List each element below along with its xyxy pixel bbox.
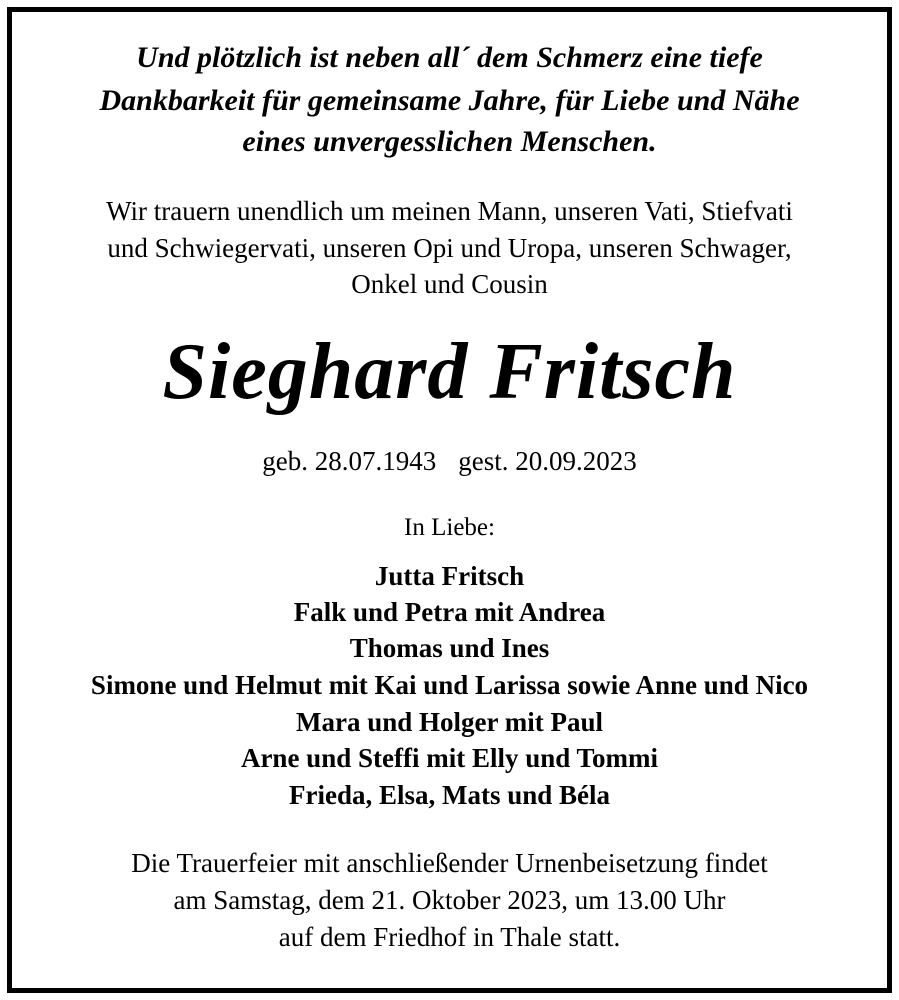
motto-line-2: Dankbarkeit für gemeinsame Jahre, für Liebe und Nähe xyxy=(99,84,800,117)
birth-date: geb. 28.07.1943 xyxy=(262,446,437,476)
mourner-line: Arne und Steffi mit Elly und Tommi xyxy=(240,743,659,773)
service-line-1: Die Trauerfeier mit anschließender Urnenbeisetzung findet xyxy=(131,848,768,878)
motto-line-1: Und plötzlich ist neben all´ dem Schmerz eine tiefe xyxy=(136,41,763,74)
service-line-3: auf dem Friedhof in Thale statt. xyxy=(278,922,621,952)
mourner-line: Mara und Holger mit Paul xyxy=(296,707,603,737)
deceased-name: Sieghard Fritsch xyxy=(162,328,737,416)
mourner-line: Jutta Fritsch xyxy=(374,561,525,591)
mourner-line: Frieda, Elsa, Mats und Béla xyxy=(288,780,611,810)
service-line-2: am Samstag, dem 21. Oktober 2023, um 13.00 Uhr xyxy=(173,885,726,915)
intro-line-1: Wir trauern unendlich um meinen Mann, unseren Vati, Stiefvati xyxy=(106,196,793,226)
life-dates xyxy=(0,443,899,479)
death-date: gest. 20.09.2023 xyxy=(458,446,637,476)
intro-line-2: und Schwiegervati, unseren Opi und Uropa, unseren Schwager, xyxy=(107,233,792,263)
mourner-line: Simone und Helmut mit Kai und Larissa sowie Anne und Nico xyxy=(90,670,809,700)
mourner-line: Falk und Petra mit Andrea xyxy=(293,597,606,627)
mourner-line: Thomas und Ines xyxy=(349,633,550,663)
motto-line-3: eines unvergesslichen Menschen. xyxy=(242,125,657,158)
in-love-label: In Liebe: xyxy=(404,514,495,541)
intro-line-3: Onkel und Cousin xyxy=(351,269,548,299)
